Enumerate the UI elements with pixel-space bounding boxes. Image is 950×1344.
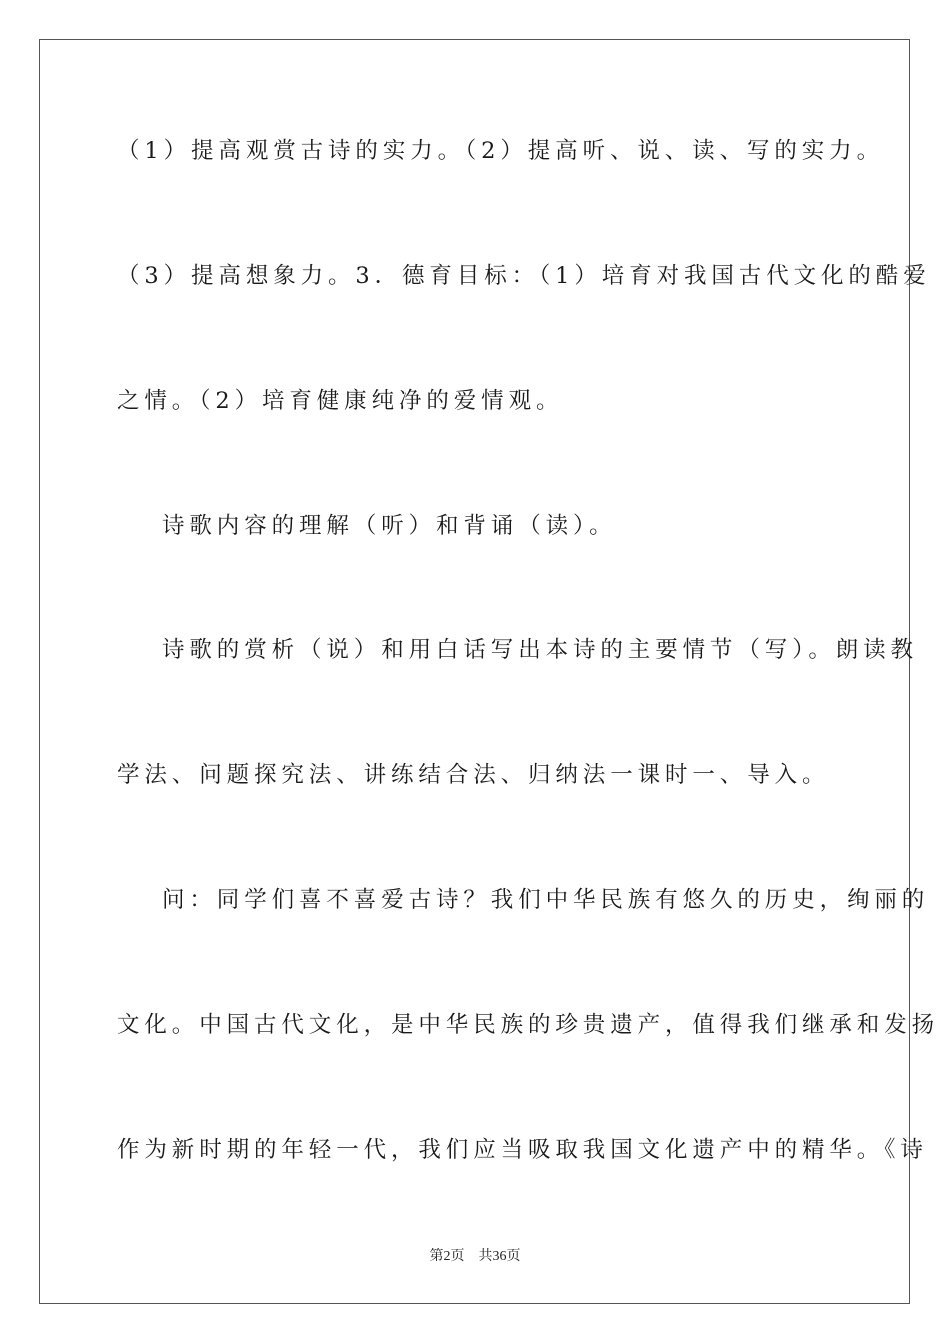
body-line-1: （1）提高观赏古诗的实力。（2）提高听、说、读、写的实力。 [117,138,884,164]
body-line-2: （3）提高想象力。3．德育目标：（1）培育对我国古代文化的酷爱 [117,263,931,289]
page-footer [0,1245,950,1265]
body-line-6: 学法、问题探究法、讲练结合法、归纳法一课时一、导入。 [117,762,830,788]
body-line-8: 文化。中国古代文化，是中华民族的珍贵遗产，值得我们继承和发扬 [117,1012,940,1038]
page-number: 第2页 [429,1249,465,1264]
body-line-5: 诗歌的赏析（说）和用白话写出本诗的主要情节（写）。朗读教 [162,637,918,663]
page-border [39,39,940,1304]
body-line-4: 诗歌内容的理解（听）和背诵（读）。 [162,513,617,539]
body-line-7: 问：同学们喜不喜爱古诗？我们中华民族有悠久的历史，绚丽的 [162,887,930,913]
body-line-9: 作为新时期的年轻一代，我们应当吸取我国文化遗产中的精华。《诗 [117,1137,928,1163]
page-total: 共36页 [478,1249,521,1264]
body-line-3: 之情。（2）培育健康纯净的爱情观。 [117,388,564,414]
